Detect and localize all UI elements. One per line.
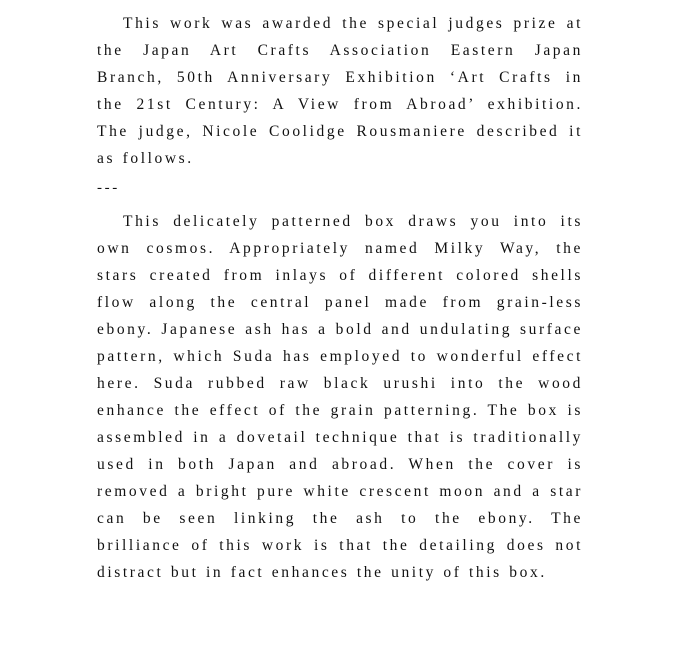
quote-paragraph: This delicately patterned box draws you into its own cosmos. Appropriately named Milky Way, the stars created from inlays of different colored shells flow along the central panel made from grain-less ebony. Japanese ash has a bold and undulating surface pattern, which Suda has employed to wonderful effect here. Suda rubbed raw black urushi into the wood enhance the effect of the grain patterning. The box is assembled in a dovetail technique that is traditionally used in both Japan and abroad. When the cover is removed a bright pure white crescent moon and a star can be seen linking the ash to the ebony. The brilliance of this work is that the detailing does not distract but in fact enhances the unity of this box. [97, 213, 583, 581]
separator: --- [97, 180, 120, 196]
document-body [97, 10, 583, 586]
intro-paragraph: This work was awarded the special judges prize at the Japan Art Crafts Association Eastern Japan Branch, 50th Anniversary Exhibition ‘Art Crafts in the 21st Century: A View from Abroad’ exhibition. The judge, Nicole Coolidge Rousmaniere described it as follows. [97, 15, 583, 167]
